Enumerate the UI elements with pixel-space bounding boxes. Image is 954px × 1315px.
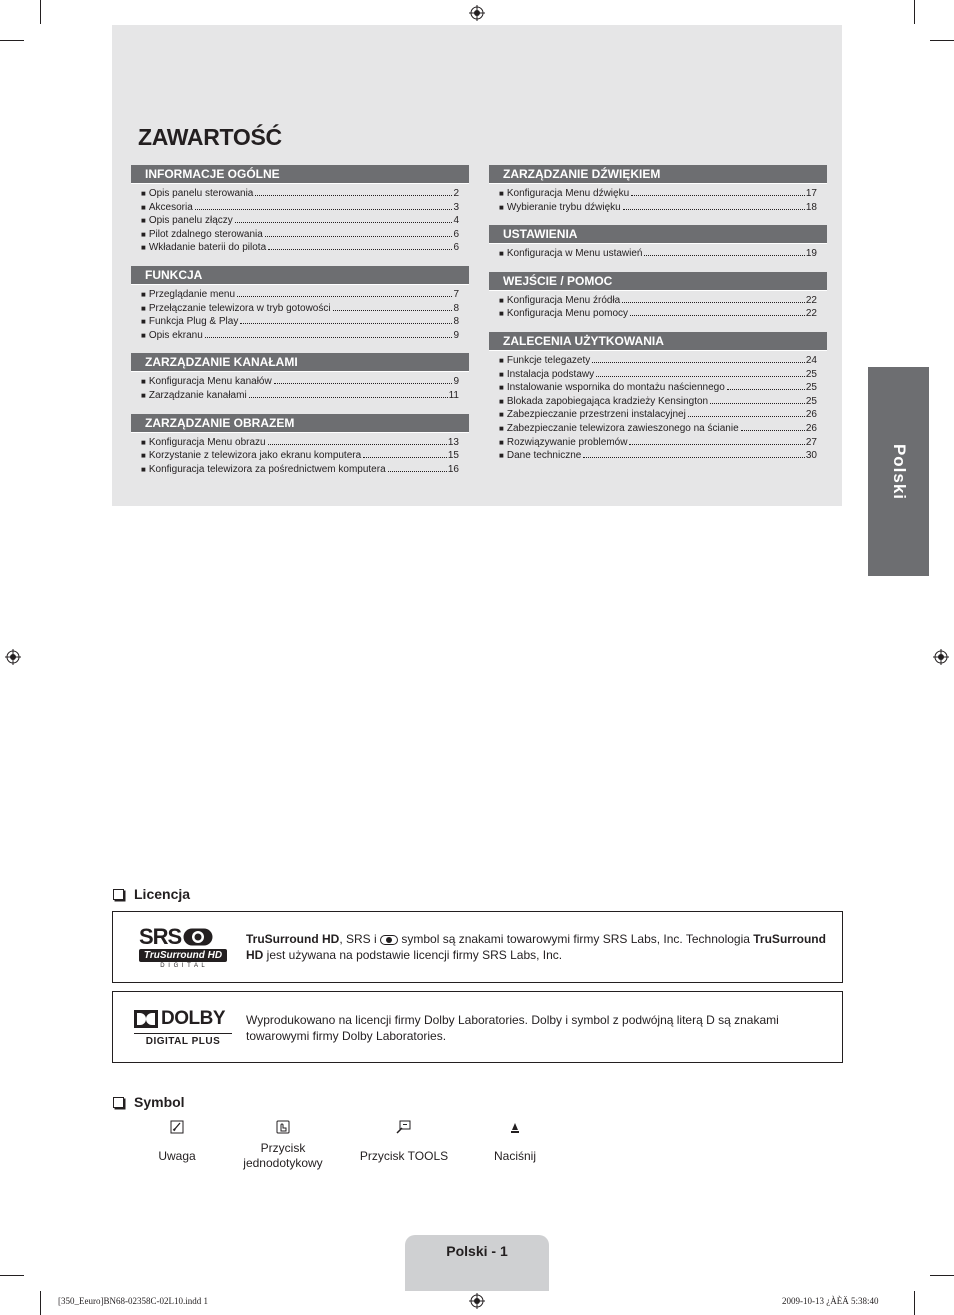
- dolby-wordmark: DOLBY: [161, 1008, 225, 1029]
- crop-mark: [930, 40, 954, 41]
- toc-entry-label: Zabezpieczanie przestrzeni instalacyjnej: [506, 409, 686, 421]
- dolby-double-d-icon: [134, 1010, 158, 1028]
- toc-entry: [141, 449, 459, 463]
- toc-section-heading: FUNKCJA: [131, 266, 469, 285]
- toc-entry: [141, 329, 459, 343]
- toc-item-list: [131, 184, 469, 255]
- toc-entry-page: 6: [453, 242, 459, 254]
- square-bullet-icon: ■: [499, 202, 504, 212]
- registration-mark-icon: [5, 649, 21, 665]
- dot-leader: [583, 457, 805, 458]
- registration-mark-icon: [469, 5, 485, 21]
- square-bullet-icon: ■: [141, 216, 146, 226]
- toc-entry-label: Przeglądanie menu: [148, 288, 236, 300]
- crop-mark: [0, 40, 24, 41]
- square-bullet-icon: ■: [141, 390, 146, 400]
- toc-section: [489, 225, 827, 261]
- toc-entry-page: 6: [453, 228, 459, 240]
- toc-entry-page: 18: [805, 201, 817, 213]
- toc-entry-page: 9: [453, 376, 459, 388]
- square-bullet-icon: ■: [141, 451, 146, 461]
- toc-entry-label: Konfiguracja Menu kanałów: [148, 376, 272, 388]
- toc-section: [489, 165, 827, 214]
- symbol-label: Przycisk jednodotykowy: [243, 1141, 323, 1170]
- srs-bold-term: TruSurround HD: [246, 932, 340, 946]
- toc-entry: [499, 422, 817, 436]
- toc-entry: [499, 247, 817, 261]
- square-bullet-icon: ■: [499, 437, 504, 447]
- dolby-license-box: [112, 991, 843, 1063]
- toc-section: [131, 353, 469, 402]
- toc-section: [131, 414, 469, 477]
- dot-leader: [741, 430, 805, 431]
- toc-entry-label: Zarządzanie kanałami: [148, 389, 247, 401]
- square-bullet-icon: ■: [499, 451, 504, 461]
- crop-mark: [930, 1275, 954, 1276]
- toc-entry-label: Wkładanie baterii do pilota: [148, 242, 267, 254]
- srs-logo: [139, 926, 227, 969]
- dot-leader: [333, 310, 453, 311]
- toc-entry-page: 26: [805, 422, 817, 434]
- dolby-license-text: Wyprodukowano na licencji firmy Dolby Laboratories. Dolby i symbol z podwójną literą D są znakami towarowymi firmy Dolby Laboratories.: [246, 1013, 779, 1043]
- crop-mark: [914, 0, 915, 24]
- toc-entry: [499, 368, 817, 382]
- toc-entry: [499, 201, 817, 215]
- tools-button-icon: [396, 1120, 412, 1134]
- toc-entry-label: Konfiguracja Menu obrazu: [148, 436, 266, 448]
- registration-mark-icon: [933, 649, 949, 665]
- toc-entry-label: Zabezpieczanie telewizora zawieszonego na ścianie: [506, 422, 739, 434]
- checkbox-bullet-icon: [113, 889, 124, 900]
- square-bullet-icon: ■: [499, 423, 504, 433]
- toc-section-heading: ZARZĄDZANIE OBRAZEM: [131, 414, 469, 433]
- toc-entry-page: 15: [447, 450, 459, 462]
- toc-entry-label: Instalowanie wspornika do montażu naściennego: [506, 382, 725, 394]
- toc-entry-page: 25: [805, 368, 817, 380]
- toc-section: [489, 332, 827, 463]
- toc-entry: [499, 395, 817, 409]
- toc-item-list: [489, 351, 827, 463]
- page-number-tab: [405, 1235, 549, 1291]
- toc-entry-label: Konfiguracja w Menu ustawień: [506, 248, 643, 260]
- toc-entry: [141, 375, 459, 389]
- print-slug-left: [350_Eeuro]BN68-02358C-02L10.indd 1: [58, 1296, 208, 1306]
- toc-entry: [499, 354, 817, 368]
- symbol-tools: [352, 1120, 456, 1164]
- srs-symbol-icon: [183, 928, 213, 946]
- toc-entry-page: 3: [453, 201, 459, 213]
- dot-leader: [205, 337, 453, 338]
- toc-entry: [141, 241, 459, 255]
- press-icon: [510, 1120, 520, 1134]
- toc-entry-page: 25: [805, 395, 817, 407]
- square-bullet-icon: ■: [499, 249, 504, 259]
- toc-entry-label: Rozwiązywanie problemów: [506, 436, 628, 448]
- square-bullet-icon: ■: [499, 369, 504, 379]
- toc-entry-page: 9: [453, 329, 459, 341]
- dot-leader: [631, 195, 805, 196]
- dot-leader: [622, 302, 805, 303]
- toc-entry-page: 27: [805, 436, 817, 448]
- square-bullet-icon: ■: [499, 396, 504, 406]
- symbol-press: [484, 1120, 546, 1164]
- toc-section: [131, 266, 469, 342]
- toc-entry-page: 8: [453, 316, 459, 328]
- registration-mark-icon: [469, 1293, 485, 1309]
- dot-leader: [727, 389, 805, 390]
- square-bullet-icon: ■: [141, 289, 146, 299]
- dolby-logo: [134, 1009, 232, 1047]
- toc-entry: [499, 187, 817, 201]
- crop-mark: [914, 1291, 915, 1315]
- toc-entry-page: 25: [805, 382, 817, 394]
- side-tab-label: Polski: [889, 443, 909, 500]
- dot-leader: [265, 236, 453, 237]
- toc-section-heading: ZARZĄDZANIE KANAŁAMI: [131, 353, 469, 372]
- toc-entry-label: Instalacja podstawy: [506, 368, 595, 380]
- toc-entry: [141, 288, 459, 302]
- srs-logo-digital: D I G I T A L: [160, 963, 206, 969]
- toc-entry-label: Funkcje telegazety: [506, 354, 591, 366]
- toc-entry: [141, 201, 459, 215]
- toc-item-list: [489, 291, 827, 321]
- dot-leader: [240, 323, 452, 324]
- dot-leader: [268, 444, 447, 445]
- toc-entry-label: Konfiguracja Menu źródła: [506, 294, 621, 306]
- toc-entry-label: Korzystanie z telewizora jako ekranu komputera: [148, 450, 362, 462]
- license-heading: [113, 886, 190, 902]
- square-bullet-icon: ■: [141, 464, 146, 474]
- toc-section: [489, 272, 827, 321]
- toc-entry: [141, 302, 459, 316]
- toc-entry-page: 4: [453, 215, 459, 227]
- toc-entry-page: 11: [448, 389, 459, 401]
- toc-entry: [499, 307, 817, 321]
- toc-section-heading: ZARZĄDZANIE DŹWIĘKIEM: [489, 165, 827, 184]
- symbol-label: Uwaga: [158, 1149, 196, 1163]
- crop-mark: [0, 1275, 24, 1276]
- dot-leader: [235, 222, 453, 223]
- toc-entry-page: 30: [805, 450, 817, 462]
- square-bullet-icon: ■: [141, 437, 146, 447]
- toc-right-column: [489, 165, 827, 474]
- toc-item-list: [131, 433, 469, 477]
- square-bullet-icon: ■: [499, 355, 504, 365]
- srs-text-part: , SRS i: [339, 932, 381, 946]
- toc-entry-page: 8: [453, 302, 459, 314]
- toc-section-heading: USTAWIENIA: [489, 225, 827, 244]
- toc-entry-page: 22: [805, 294, 817, 306]
- srs-logo-band: TruSurround HD: [139, 949, 227, 962]
- dot-leader: [255, 195, 452, 196]
- dot-leader: [630, 315, 805, 316]
- square-bullet-icon: ■: [499, 295, 504, 305]
- toc-item-list: [131, 372, 469, 402]
- dot-leader: [363, 457, 447, 458]
- toc-entry-label: Funkcja Plug & Play: [148, 316, 239, 328]
- srs-logo-wordmark: SRS: [139, 924, 182, 949]
- toc-entry-label: Konfiguracja telewizora za pośrednictwem komputera: [148, 463, 386, 475]
- toc-title: ZAWARTOŚĆ: [138, 124, 282, 150]
- license-heading-label: Licencja: [134, 886, 191, 902]
- symbol-label: Naciśnij: [493, 1149, 536, 1163]
- dot-leader: [388, 471, 447, 472]
- page-number-label: Polski - 1: [446, 1243, 508, 1259]
- srs-license-box: [112, 911, 843, 983]
- print-slug-right: 2009-10-13 ¿ÀÈÄ 5:38:40: [782, 1296, 879, 1306]
- toc-entry-label: Opis panelu złączy: [148, 215, 233, 227]
- square-bullet-icon: ■: [141, 202, 146, 212]
- dot-leader: [249, 397, 448, 398]
- toc-entry-label: Wybieranie trybu dźwięku: [506, 201, 621, 213]
- toc-entry-page: 13: [447, 436, 459, 448]
- dot-leader: [596, 376, 805, 377]
- one-touch-button-icon: [276, 1120, 290, 1134]
- symbol-note: [140, 1120, 214, 1164]
- dot-leader: [644, 255, 804, 256]
- square-bullet-icon: ■: [499, 189, 504, 198]
- square-bullet-icon: ■: [499, 309, 504, 319]
- square-bullet-icon: ■: [141, 317, 146, 327]
- dot-leader: [710, 403, 805, 404]
- dot-leader: [623, 209, 805, 210]
- note-icon: [170, 1120, 184, 1134]
- toc-entry: [141, 389, 459, 403]
- checkbox-bullet-icon: [113, 1097, 124, 1108]
- toc-entry-label: Konfiguracja Menu pomocy: [506, 308, 629, 320]
- toc-entry: [141, 228, 459, 242]
- toc-entry: [499, 294, 817, 308]
- toc-entry-page: 19: [805, 248, 817, 260]
- square-bullet-icon: ■: [141, 330, 146, 340]
- language-side-tab: [868, 367, 929, 576]
- square-bullet-icon: ■: [141, 229, 146, 239]
- srs-text-part: jest używana na podstawie licencji firmy SRS Labs, Inc.: [263, 948, 563, 962]
- toc-entry: [499, 449, 817, 463]
- toc-entry-page: 2: [453, 188, 459, 199]
- toc-entry-page: 26: [805, 409, 817, 421]
- toc-entry-label: Opis panelu sterowania: [148, 188, 254, 199]
- toc-entry-label: Akcesoria: [148, 201, 193, 213]
- toc-entry-label: Przełączanie telewizora w tryb gotowości: [148, 302, 331, 314]
- symbol-heading: [113, 1094, 185, 1110]
- square-bullet-icon: ■: [141, 303, 146, 313]
- dot-leader: [274, 383, 453, 384]
- toc-entry: [141, 214, 459, 228]
- toc-entry-label: Konfiguracja Menu dźwięku: [506, 188, 630, 199]
- dot-leader: [268, 249, 452, 250]
- toc-section-heading: WEJŚCIE / POMOC: [489, 272, 827, 291]
- toc-section: [131, 165, 469, 255]
- toc-item-list: [131, 285, 469, 342]
- toc-entry-page: 17: [805, 188, 817, 199]
- toc-entry-label: Pilot zdalnego sterowania: [148, 228, 263, 240]
- toc-entry: [141, 187, 459, 201]
- dot-leader: [195, 209, 453, 210]
- crop-mark: [40, 1291, 41, 1315]
- srs-inline-symbol-icon: [380, 935, 398, 945]
- toc-entry: [141, 315, 459, 329]
- dot-leader: [237, 296, 452, 297]
- toc-entry-page: 7: [453, 288, 459, 300]
- square-bullet-icon: ■: [141, 377, 146, 387]
- dot-leader: [592, 362, 805, 363]
- dot-leader: [688, 416, 805, 417]
- toc-entry-label: Opis ekranu: [148, 329, 203, 341]
- toc-entry-page: 24: [805, 354, 817, 366]
- symbol-heading-label: Symbol: [134, 1094, 185, 1110]
- srs-bold-term: TruSurround HD: [246, 932, 826, 962]
- toc-entry: [141, 436, 459, 450]
- symbol-label: Przycisk TOOLS: [359, 1149, 449, 1163]
- toc-section-heading: INFORMACJE OGÓLNE: [131, 165, 469, 184]
- toc-entry: [499, 436, 817, 450]
- toc-entry-page: 16: [447, 463, 459, 475]
- toc-left-column: [131, 165, 469, 487]
- toc-entry-page: 22: [805, 308, 817, 320]
- toc-entry-label: Blokada zapobiegająca kradzieży Kensington: [506, 395, 709, 407]
- square-bullet-icon: ■: [499, 410, 504, 420]
- srs-license-text: [246, 931, 836, 963]
- toc-entry: [499, 408, 817, 422]
- toc-entry: [499, 381, 817, 395]
- square-bullet-icon: ■: [499, 383, 504, 393]
- crop-mark: [40, 0, 41, 24]
- toc-item-list: [489, 244, 827, 261]
- dot-leader: [629, 444, 804, 445]
- square-bullet-icon: ■: [141, 189, 146, 198]
- toc-item-list: [489, 184, 827, 214]
- toc-entry-label: Dane techniczne: [506, 450, 582, 462]
- srs-text-part: symbol są znakami towarowymi firmy SRS Labs, Inc. Technologia: [398, 932, 754, 946]
- toc-entry: [141, 463, 459, 477]
- symbol-one-touch: [238, 1120, 328, 1171]
- square-bullet-icon: ■: [141, 243, 146, 253]
- dolby-digital-plus: DIGITAL PLUS: [145, 1036, 221, 1047]
- toc-section-heading: ZALECENIA UŻYTKOWANIA: [489, 332, 827, 351]
